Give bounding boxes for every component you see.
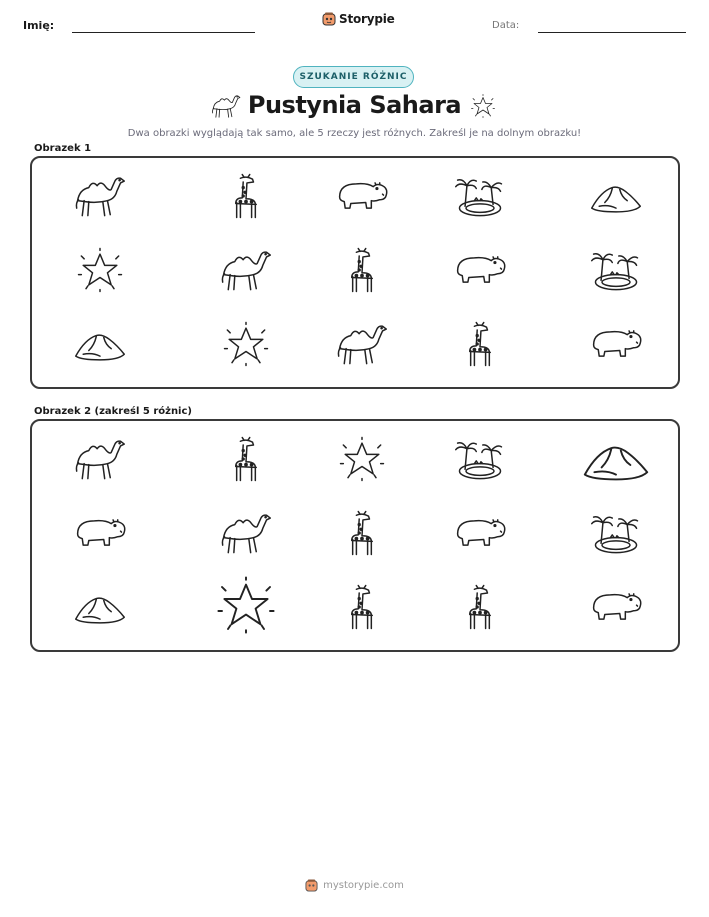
picture-2-star-icon[interactable] (334, 435, 390, 483)
title-star-icon (468, 92, 498, 124)
picture-2-panel[interactable] (30, 419, 680, 652)
instructions: Dwa obrazki wyglądają tak samo, ale 5 rzeczy jest różnych. Zakreśl je na dolnym obrazku! (127, 128, 582, 139)
picture-2-sand-dune-icon[interactable] (578, 429, 654, 489)
picture-1-giraffe-icon (452, 320, 508, 368)
activity-badge: SZUKANIE RÓŻNIC (293, 66, 414, 88)
picture-2-giraffe-icon[interactable] (334, 509, 390, 557)
page-title: Pustynia Sahara (247, 91, 462, 119)
picture-2-giraffe-icon[interactable] (218, 435, 274, 483)
picture-1-sand-dune-icon (588, 172, 644, 220)
footer-url: mystorypie.com (323, 880, 404, 891)
footer (0, 879, 709, 892)
picture-2-label: Obrazek 2 (zakreśl 5 różnic) (34, 406, 192, 417)
picture-1-hippo-icon (452, 246, 508, 294)
picture-2-star-icon[interactable] (210, 573, 282, 637)
picture-2-giraffe-icon[interactable] (334, 583, 390, 631)
picture-1-panel (30, 156, 680, 389)
picture-1-star-icon (218, 320, 274, 368)
picture-1-camel-icon (334, 320, 390, 368)
picture-2-hippo-icon[interactable] (588, 583, 644, 631)
storypie-mascot-icon (322, 12, 336, 26)
date-label: Data: (492, 20, 520, 31)
brand-logo (322, 12, 395, 26)
picture-1-star-icon (72, 246, 128, 294)
picture-1-label: Obrazek 1 (34, 143, 92, 154)
name-label: Imię: (23, 19, 55, 32)
picture-1-oasis-icon (588, 246, 644, 294)
picture-2-camel-icon[interactable] (72, 435, 128, 483)
picture-1-hippo-icon (588, 320, 644, 368)
picture-2-oasis-icon[interactable] (452, 435, 508, 483)
name-line[interactable] (72, 32, 255, 33)
storypie-mascot-icon (305, 879, 318, 892)
picture-1-giraffe-icon (334, 246, 390, 294)
picture-1-sand-dune-icon (72, 320, 128, 368)
brand-name: Storypie (339, 12, 395, 26)
picture-1-giraffe-icon (218, 172, 274, 220)
picture-1-hippo-icon (334, 172, 390, 220)
picture-2-giraffe-icon[interactable] (452, 583, 508, 631)
picture-1-camel-icon (72, 172, 128, 220)
picture-2-hippo-icon[interactable] (452, 509, 508, 557)
picture-1-camel-icon (218, 246, 274, 294)
picture-2-camel-icon[interactable] (218, 509, 274, 557)
picture-2-hippo-icon[interactable] (72, 509, 128, 557)
date-line[interactable] (538, 32, 686, 33)
picture-1-oasis-icon (452, 172, 508, 220)
picture-2-oasis-icon[interactable] (588, 509, 644, 557)
picture-2-sand-dune-icon[interactable] (72, 583, 128, 631)
